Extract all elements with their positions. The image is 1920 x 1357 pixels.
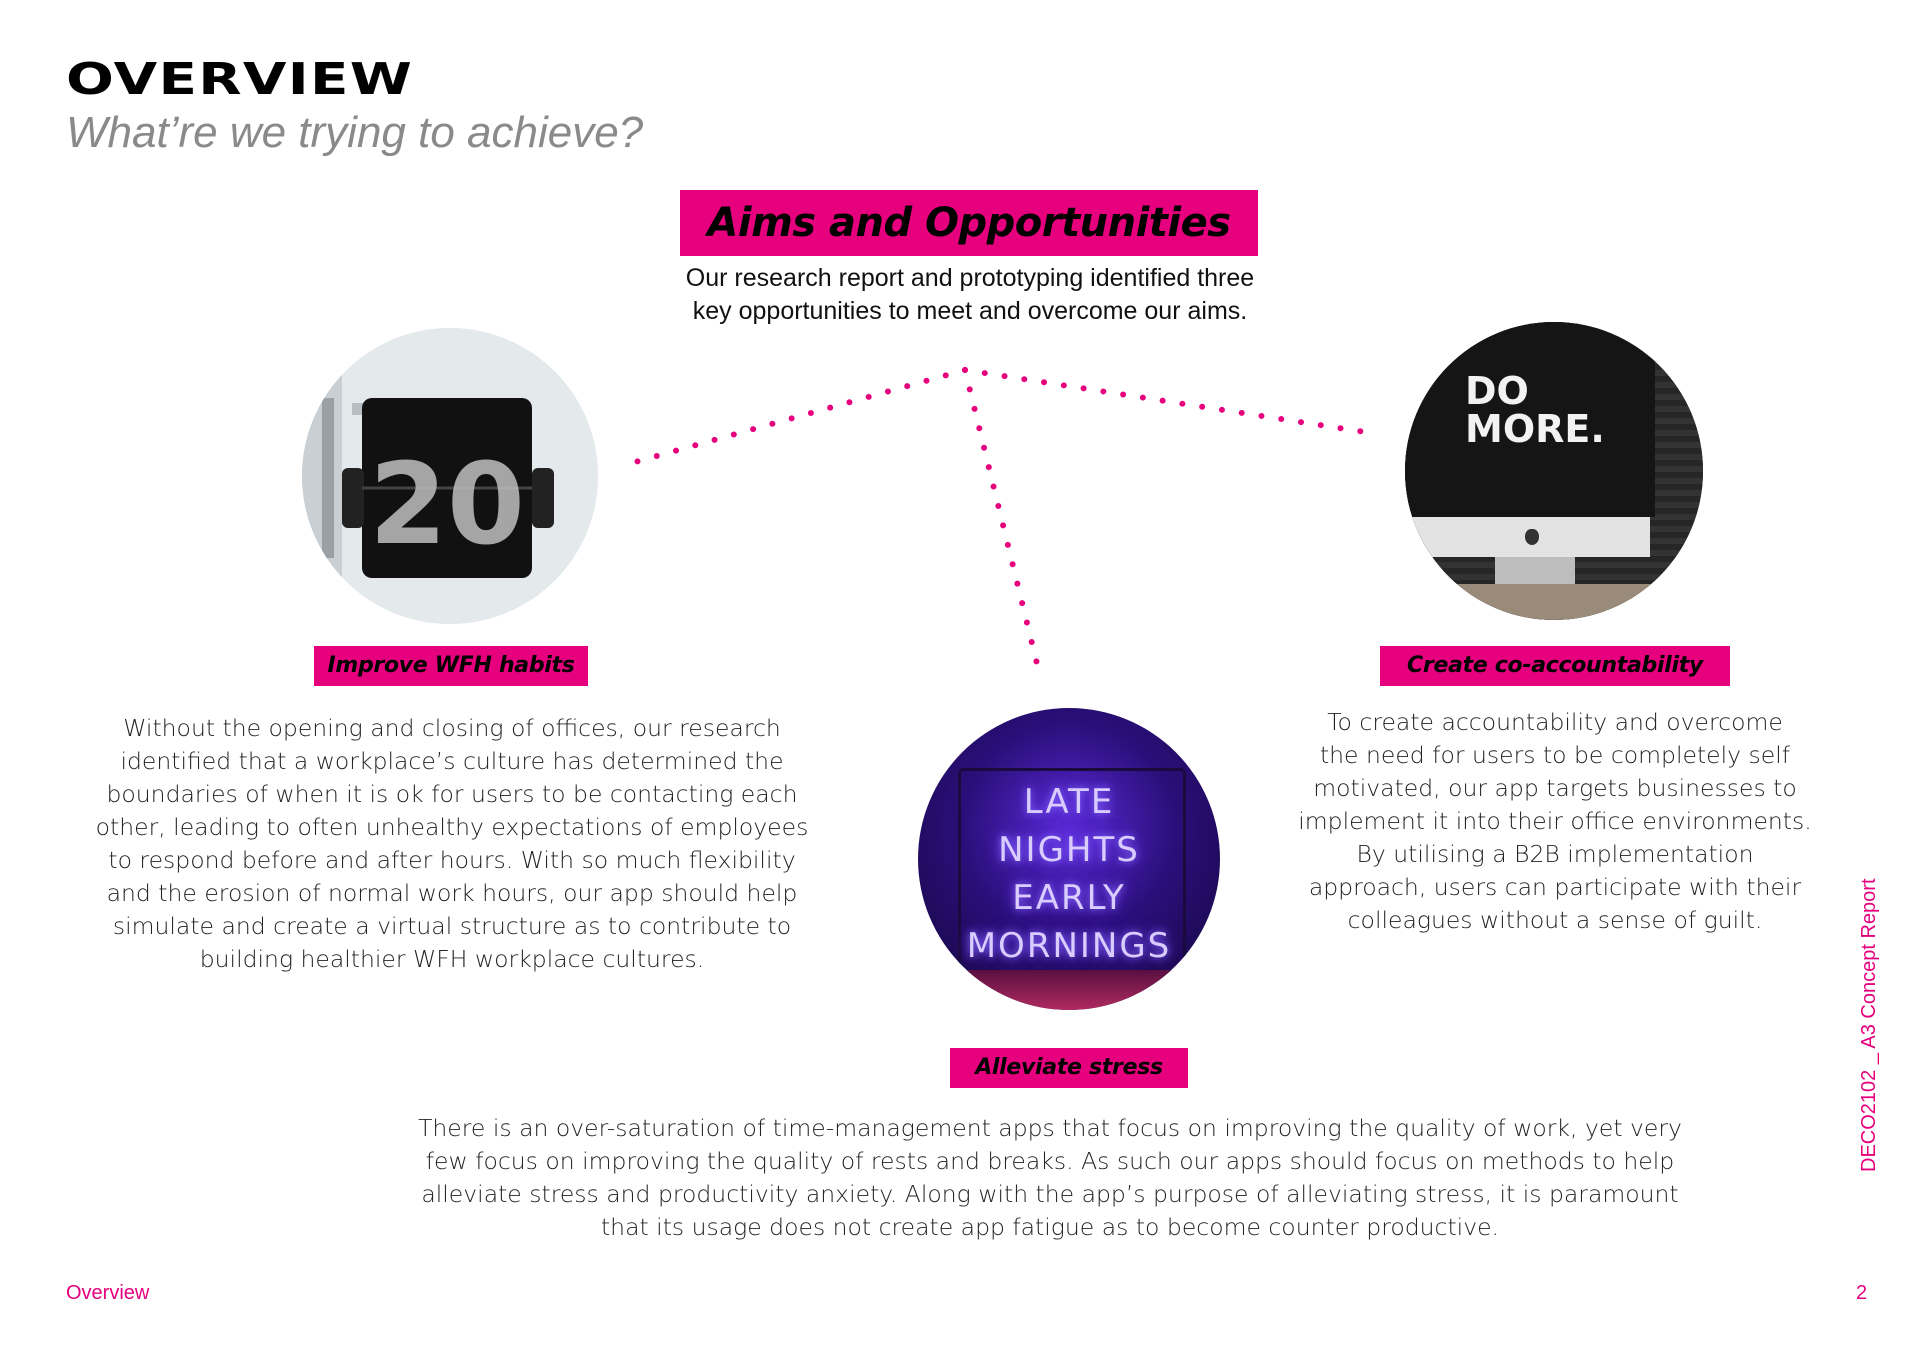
text-line: boundaries of when it is ok for users to be contacting each	[106, 780, 798, 808]
aims-intro-line: key opportunities to meet and overcome our aims.	[692, 297, 1248, 325]
clock-digits: 20	[369, 440, 525, 570]
co-accountability-description	[1270, 706, 1840, 937]
aims-heading: Aims and Opportunities	[680, 190, 1258, 256]
wfh-habits-description	[62, 712, 842, 976]
text-line: To create accountability and overcome	[1327, 708, 1783, 736]
neon-line: MORNINGS	[966, 926, 1172, 966]
text-line: identified that a workplace’s culture has determined the	[120, 747, 784, 775]
do-more-monitor-image	[1405, 322, 1703, 620]
text-line: colleagues without a sense of guilt.	[1347, 906, 1763, 934]
flip-clock-icon	[302, 328, 598, 624]
connector-center	[965, 370, 1041, 680]
text-line: to respond before and after hours. With so much flexibility	[108, 846, 796, 874]
text-line: building healthier WFH workplace cultures.	[199, 945, 705, 973]
monitor-line: DO	[1465, 369, 1529, 413]
tag-create-co-accountability: Create co-accountability	[1380, 646, 1730, 686]
text-line: few focus on improving the quality of rests and breaks. As such our apps should focus on methods to help	[425, 1147, 1675, 1175]
text-line: implement it into their office environments.	[1298, 807, 1812, 835]
page-subtitle: What’re we trying to achieve?	[66, 108, 644, 157]
text-line: other, leading to often unhealthy expectations of employees	[95, 813, 809, 841]
text-line: Without the opening and closing of offices, our research	[123, 714, 781, 742]
text-line: alleviate stress and productivity anxiety. Along with the app’s purpose of alleviating stress, it is paramount	[421, 1180, 1679, 1208]
connector-right	[965, 370, 1378, 434]
text-line: the need for users to be completely self	[1319, 741, 1791, 769]
footer-section-label: Overview	[66, 1282, 150, 1304]
tag-alleviate-stress: Alleviate stress	[950, 1048, 1188, 1088]
text-line: motivated, our app targets businesses to	[1313, 774, 1797, 802]
page-number: 2	[1856, 1282, 1868, 1304]
alleviate-stress-description	[380, 1112, 1720, 1244]
page-title: OVERVIEW	[66, 54, 414, 105]
flip-clock-image	[302, 328, 598, 624]
monitor-line: MORE.	[1465, 407, 1605, 451]
tag-improve-wfh-habits: Improve WFH habits	[314, 646, 588, 686]
connector-left	[628, 370, 965, 464]
neon-line: NIGHTS	[998, 830, 1140, 870]
text-line: approach, users can participate with their	[1308, 873, 1802, 901]
text-line: and the erosion of normal work hours, our app should help	[106, 879, 798, 907]
text-line: There is an over-saturation of time-management apps that focus on improving the quality of work, yet very	[418, 1114, 1682, 1142]
neon-line: LATE	[1023, 782, 1115, 822]
text-line: simulate and create a virtual structure as to contribute to	[112, 912, 792, 940]
neon-sign-image	[918, 708, 1220, 1010]
aims-intro-line: Our research report and prototyping identified three	[685, 264, 1255, 292]
report-side-label: DECO2102 _ A3 Concept Report	[1858, 878, 1880, 1172]
text-line: By utilising a B2B implementation	[1356, 840, 1754, 868]
text-line: that its usage does not create app fatigue as to become counter productive.	[600, 1213, 1500, 1241]
apple-logo-icon	[1525, 529, 1539, 545]
neon-line: EARLY	[1012, 878, 1126, 918]
